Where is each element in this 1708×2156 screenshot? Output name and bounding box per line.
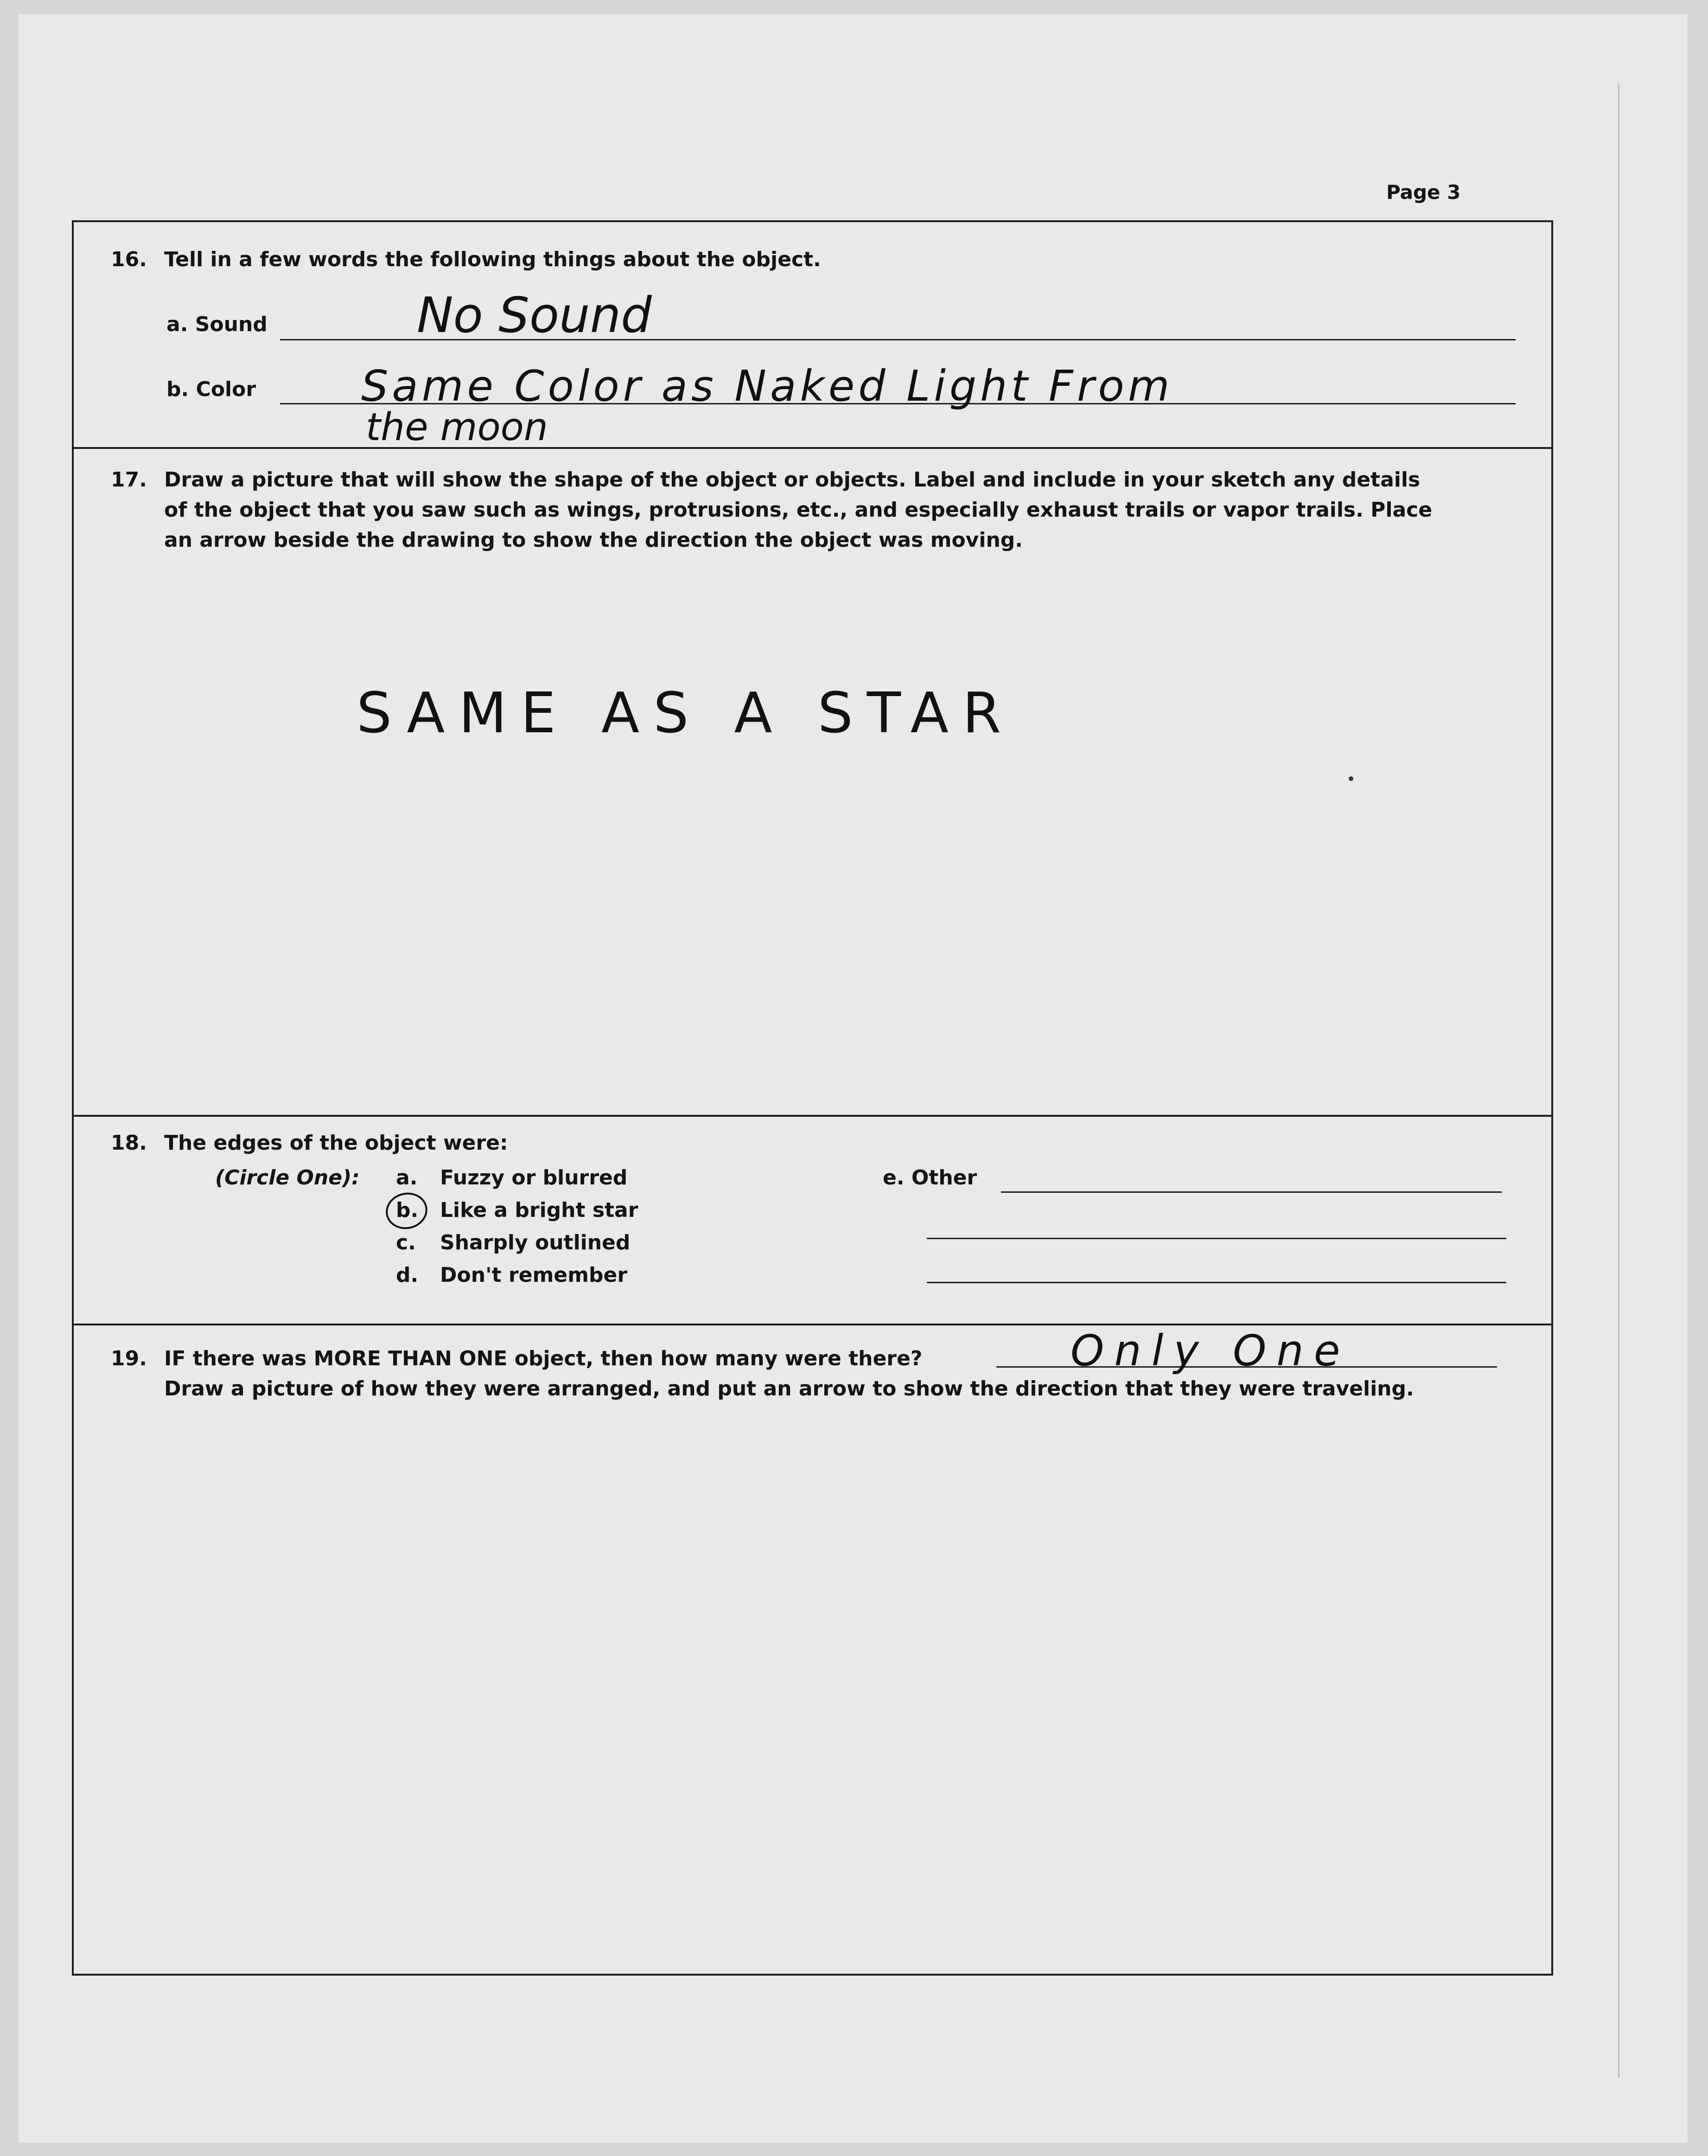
q18-q19-divider	[74, 1324, 1551, 1325]
page-edge-shadow	[1618, 83, 1619, 2078]
q16-sound-label: a. Sound	[166, 313, 268, 336]
q16-color-label: b. Color	[166, 377, 256, 401]
q18-prompt-text: The edges of the object were:	[164, 1131, 508, 1155]
q19-number: 19.	[111, 1347, 147, 1370]
q16-prompt-text: Tell in a few words the following things about the object.	[164, 248, 821, 271]
q18-option-a-text: Fuzzy or blurred	[440, 1166, 628, 1190]
q16-color-answer-line2[interactable]: the moon	[366, 405, 548, 449]
q16-q17-divider	[74, 447, 1551, 449]
q17-q18-divider	[74, 1115, 1551, 1117]
q19-prompt-text-1: IF there was MORE THAN ONE object, then how many were there?	[164, 1347, 923, 1370]
q19-drawing-area[interactable]	[78, 1409, 1543, 1966]
page-number: Page 3	[1386, 181, 1461, 204]
q18-other-line-3[interactable]	[927, 1282, 1506, 1283]
q18-prompt	[111, 1131, 508, 1155]
q18-option-c[interactable]	[396, 1231, 630, 1254]
q17-prompt-line2: of the object that you saw such as wings, protrusions, etc., and especially exhaust trails or vapor trails. Place	[164, 498, 1433, 522]
q18-other-line-2[interactable]	[927, 1238, 1506, 1239]
q18-other-line-1[interactable]	[1001, 1191, 1502, 1193]
q19-prompt-line2: Draw a picture of how they were arranged, and put an arrow to show the direction that they were traveling.	[164, 1377, 1414, 1401]
q18-option-a-letter: a.	[396, 1166, 418, 1190]
questionnaire-form	[72, 220, 1553, 1976]
q18-option-d-text: Don't remember	[440, 1263, 628, 1287]
q16-sound-answer[interactable]: No Sound	[417, 287, 652, 344]
q16-number: 16.	[111, 248, 147, 271]
q18-other-label: e. Other	[883, 1166, 977, 1190]
q19-answer[interactable]: Only One	[1071, 1326, 1351, 1375]
q18-selection-circle	[382, 1189, 431, 1233]
q18-option-b[interactable]	[396, 1198, 638, 1222]
q17-prompt-line1	[111, 468, 1420, 492]
q18-option-d[interactable]	[396, 1263, 627, 1287]
q18-option-b-text: Like a bright star	[440, 1198, 638, 1222]
q17-prompt-text-1: Draw a picture that will show the shape of the object or objects. Label and include in your sketch any details	[164, 468, 1421, 492]
q16-color-answer-line1[interactable]: Same Color as Naked Light From	[361, 361, 1173, 411]
q16-prompt	[111, 248, 821, 271]
q18-option-b-letter: b.	[396, 1198, 419, 1222]
q17-drawing-answer[interactable]: SAME AS A STAR	[357, 681, 1015, 746]
q19-prompt-line1	[111, 1347, 922, 1370]
q18-option-c-letter: c.	[396, 1231, 416, 1254]
q18-option-c-text: Sharply outlined	[440, 1231, 631, 1254]
scan-speck	[1349, 776, 1353, 781]
q18-option-d-letter: d.	[396, 1263, 419, 1287]
q17-prompt-line3: an arrow beside the drawing to show the direction the object was moving.	[164, 528, 1023, 552]
q18-number: 18.	[111, 1131, 147, 1155]
q18-instruction: (Circle One):	[215, 1166, 360, 1190]
q17-number: 17.	[111, 468, 147, 492]
q18-option-a[interactable]	[396, 1166, 627, 1190]
